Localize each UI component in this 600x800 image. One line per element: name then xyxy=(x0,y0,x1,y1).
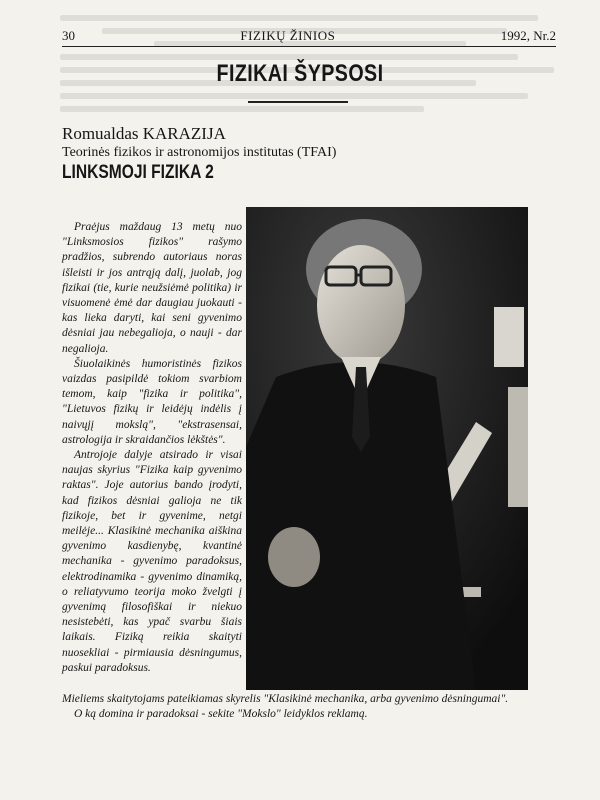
page-number: 30 xyxy=(62,28,75,43)
issue-label: 1992, Nr.2 xyxy=(500,28,556,43)
author-institute: Teorinės fizikos ir astronomijos institutas (TFAI) xyxy=(62,145,337,160)
article-closing xyxy=(62,692,558,722)
closing-paragraph: Mieliems skaitytojams pateikiamas skyrelis "Klasikinė mechanika, arba gyvenimo dėsningumai". xyxy=(62,693,509,705)
body-paragraph: Šiuolaikinės humoristinės fizikos vaizdas pasipildė tokiom svarbiom temom, kaip "fizika ir politika", "Lietuvos fizikų ir leidėjų indėlis į naivųjį mokslą", "ekstrasensai, astrologija ir skraidančios lėkštės". xyxy=(62,357,242,446)
article-body-column xyxy=(62,220,242,676)
closing-paragraph: O ką domina ir paradoksai - sekite "Mokslo" leidyklos reklamą. xyxy=(74,708,368,721)
body-paragraph: Antrojoje dalyje atsirado ir visai naujas skyrius "Fizika kaip gyvenimo raktas". Joje autorius bando įrodyti, kad fizikos dėsniai galioja ne tik fizikoje, bet ir gyvenime, netgi meilėje... Klasikinė mechanika aiškina gyvenimo kasdienybę, kvantinė mechanika - gyvenimo paradoksus, elektrodinamika - gyvenimo dinamiką, o reliatyvumo teorija moko žvelgti į gyvenimą filosofiškai ir niekuo nesistebėti, kas ypač svarbu šiais laikais. Fiziką reikia skaityti nuosekliai - pirmiausia dėsningumus, paskui paradoksus. xyxy=(62,449,242,674)
running-head xyxy=(62,26,556,47)
section-title: FIZIKAI ŠYPSOSI xyxy=(216,60,384,87)
author-portrait-photo xyxy=(246,207,528,690)
author-name: Romualdas KARAZIJA xyxy=(62,124,226,143)
article-title: LINKSMOJI FIZIKA 2 xyxy=(62,162,214,183)
journal-name: FIZIKŲ ŽINIOS xyxy=(240,28,336,43)
body-paragraph: Praėjus maždaug 13 metų nuo "Linksmosios fizikos" rašymo pradžios, subrendo autoriaus noras išleisti ir jos antrąją dalį, juolab, jog fizikai (tie, kurie neužsiėmė politika) ir visuomenė ėmė dar daugiau juokauti - kas lieka daryti, kai seni gyvenimo dėsniai jau nebegalioja, o nauji - dar negalioja. xyxy=(62,221,242,355)
title-divider xyxy=(248,101,348,103)
